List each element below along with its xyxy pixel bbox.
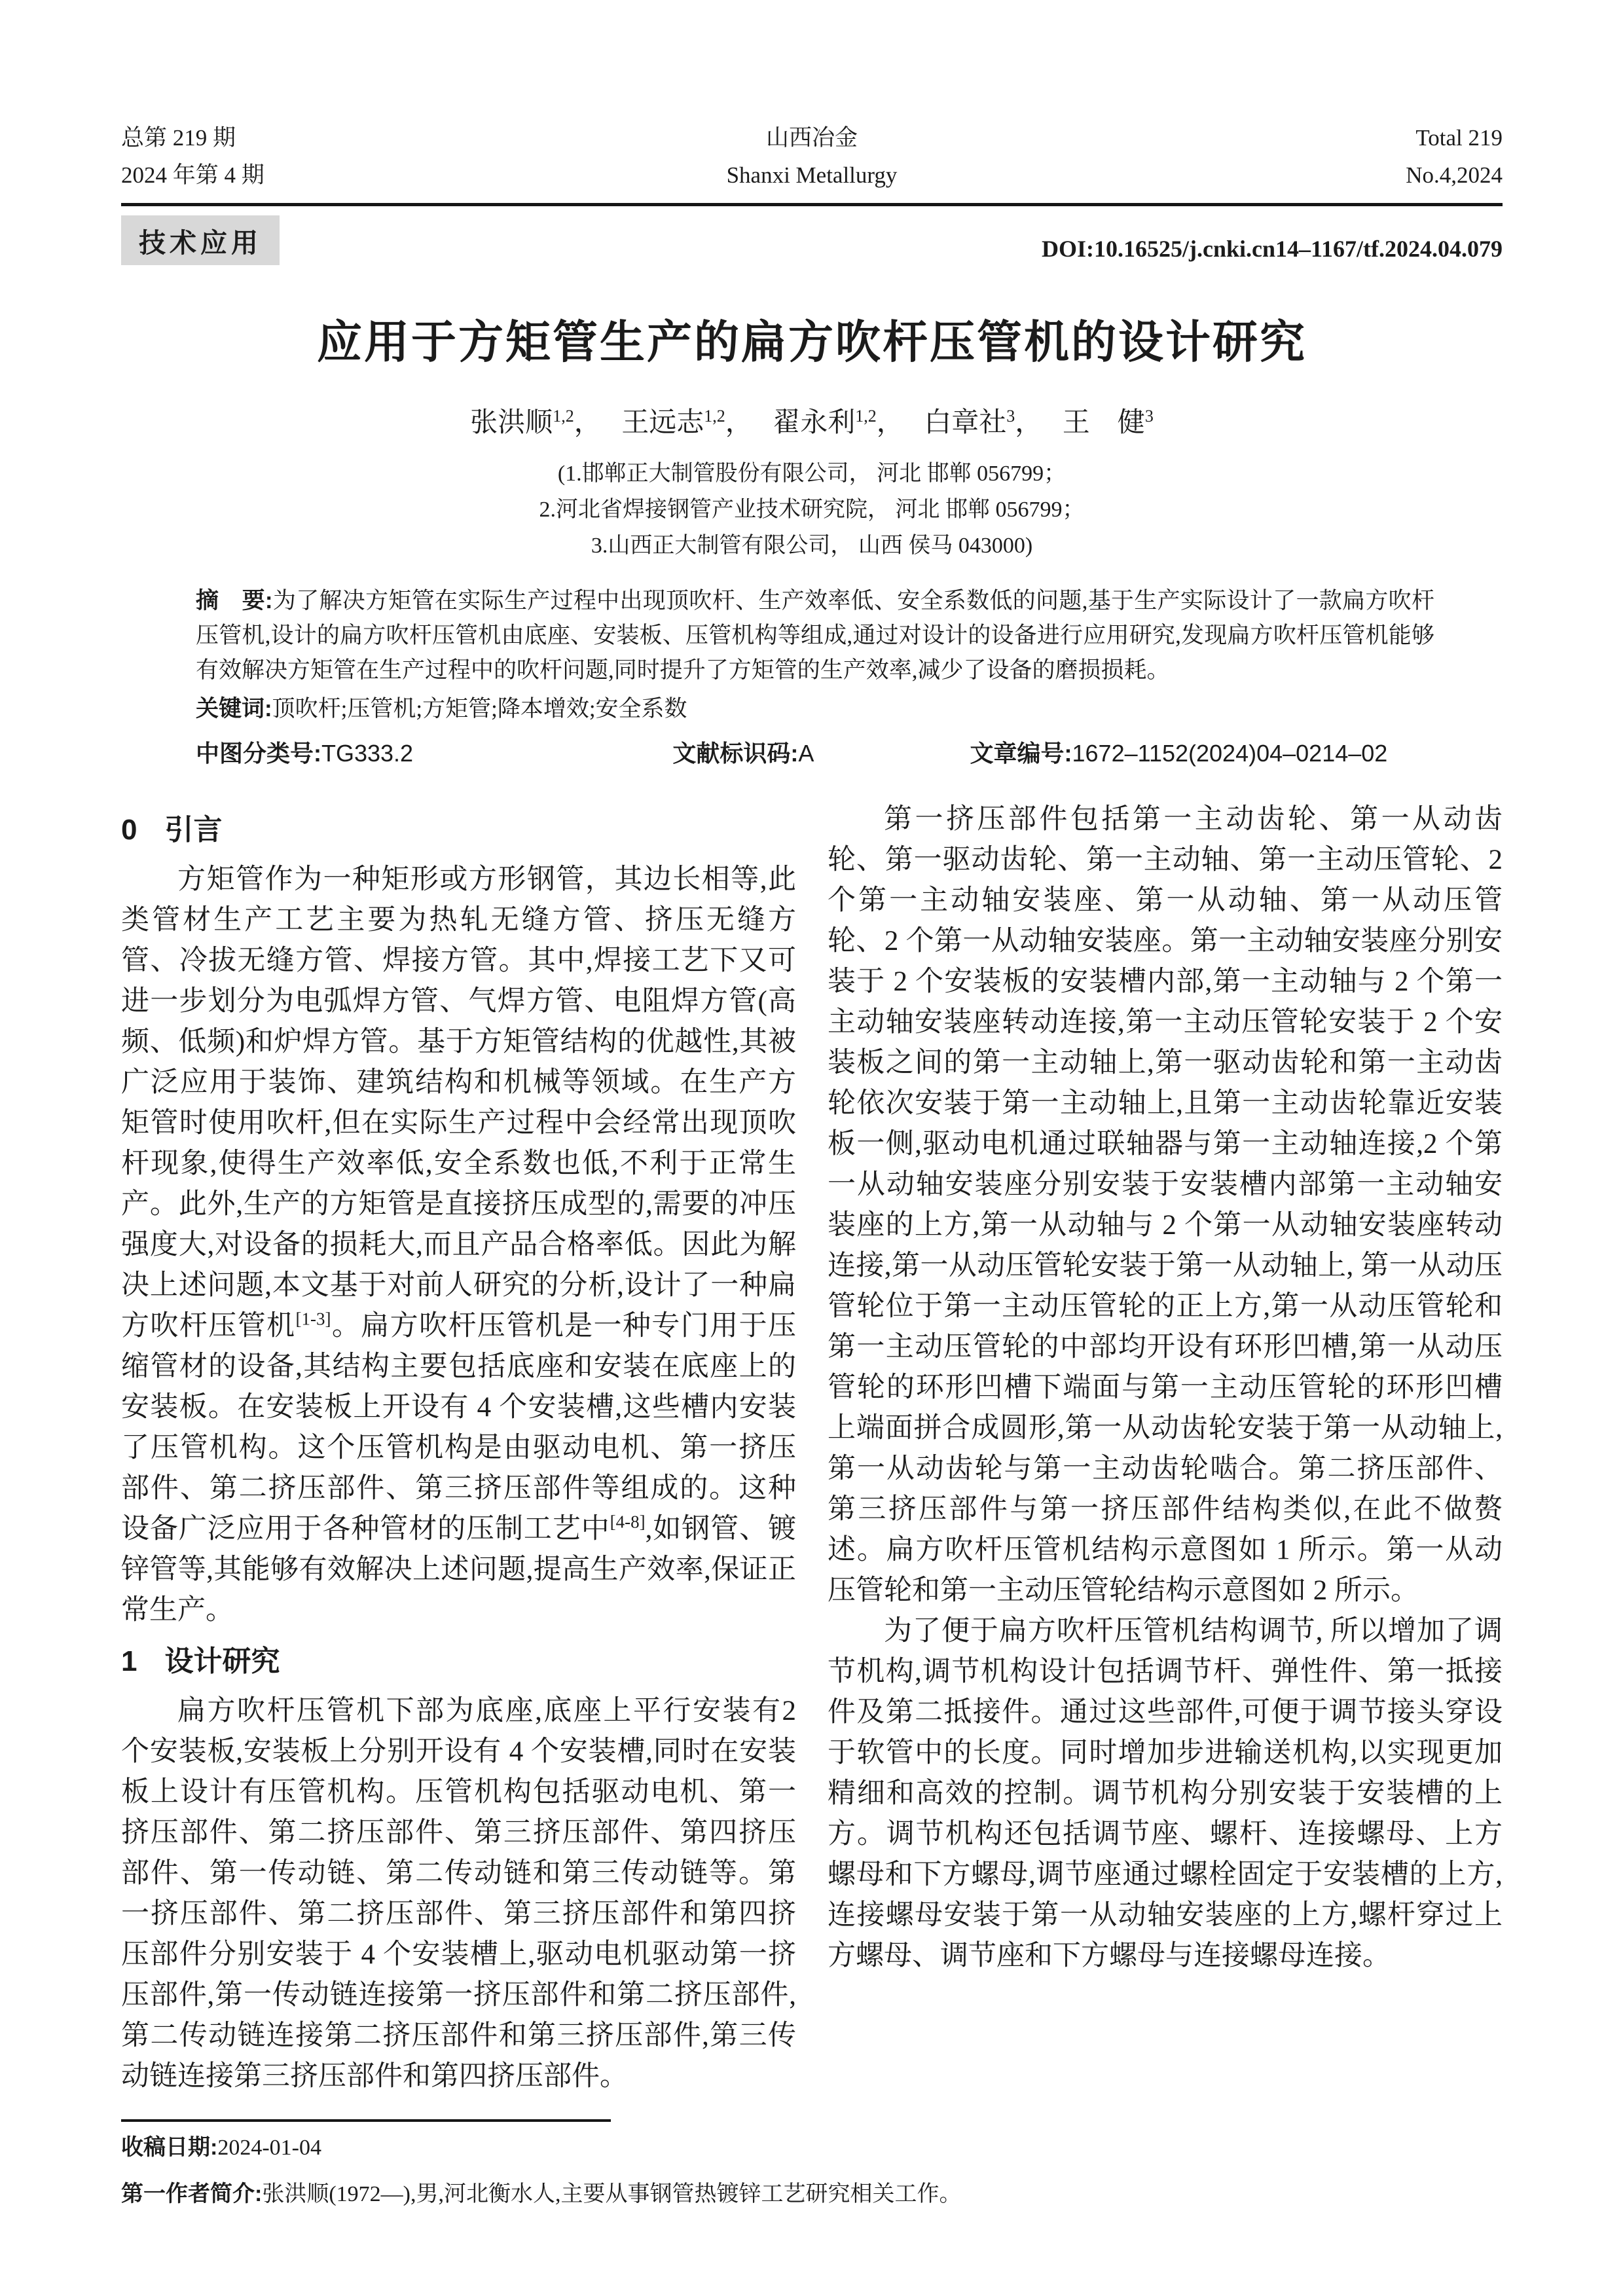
running-head bbox=[121, 119, 1503, 194]
running-head-left bbox=[121, 119, 396, 194]
received-date-label: 收稿日期: bbox=[121, 2135, 218, 2160]
section-badge: 技术应用 bbox=[121, 215, 280, 265]
footnote-rule bbox=[121, 2119, 611, 2122]
first-author-bio-text: 张洪顺(1972—),男,河北衡水人,主要从事钢管热镀锌工艺研究相关工作。 bbox=[262, 2182, 962, 2206]
design-paragraph: 扁方吹杆压管机下部为底座,底座上平行安装有2 个安装板,安装板上分别开设有 4 个安装槽,同时在安装板上设计有压管机构。压管机构包括驱动电机、第一挤压部件、第二挤压部件、第三挤压部件、第四挤压部件、第一传动链、第二传动链和第三传动链等。第一挤压部件、第二挤压部件、第三挤压部件和第四挤压部件分别安装于 4 个安装槽上,驱动电机驱动第一挤压部件,第一传动链连接第一挤压部件和第二挤压部件, 第二传动链连接第二挤压部件和第三挤压部件,第三传动链连接第三挤压部件和第四挤压部件。 bbox=[121, 1696, 796, 2092]
author: 王远志$^{1,2}$， bbox=[621, 407, 753, 438]
running-head-right bbox=[1228, 119, 1503, 194]
keywords-text: 顶吹杆;压管机;方矩管;降本增效;安全系数 bbox=[272, 696, 687, 721]
journal-name-cn: 山西冶金 bbox=[765, 125, 858, 151]
footnote-block bbox=[121, 2119, 1503, 2215]
abstract-text: 为了解决方矩管在实际生产过程中出现顶吹杆、生产效率低、安全系数低的问题,基于生产实际设计了一款扁方吹杆压管机,设计的扁方吹杆压管机由底座、安装板、压管机构等组成,通过对设计的设备进行应用研究,发现扁方吹杆压管机能够有效解决方矩管在生产过程中的吹杆问题,同时提升了方矩管的生产效率,减少了设备的磨损损耗。 bbox=[196, 588, 1434, 683]
abstract-block bbox=[196, 583, 1434, 687]
article-id: 文章编号:1672–1152(2024)04–0214–02 bbox=[970, 740, 1388, 767]
affiliation-line: (1.邯郸正大制管股份有限公司， 河北 邯郸 056799； bbox=[557, 462, 1067, 486]
badge-row bbox=[121, 213, 1503, 265]
affiliation-block bbox=[121, 456, 1503, 564]
classification-line bbox=[196, 735, 1434, 772]
doi-text: DOI:10.16525/j.cnki.cn14–1167/tf.2024.04.079 bbox=[1041, 236, 1503, 262]
issue-total-cn: 总第 219 期 bbox=[121, 125, 236, 151]
section-heading-design: 1 设计研究 bbox=[121, 1645, 280, 1677]
right-column bbox=[828, 799, 1503, 2097]
document-code: 文献标识码:A bbox=[672, 740, 814, 767]
abstract-label: 摘 要: bbox=[196, 588, 273, 613]
clc-number: 中图分类号:TG333.2 bbox=[196, 740, 414, 767]
author: 王 健$^3$ bbox=[1062, 407, 1154, 438]
affiliation-line: 3.山西正大制管有限公司， 山西 侯马 043000) bbox=[591, 534, 1033, 558]
journal-name-en: Shanxi Metallurgy bbox=[726, 162, 898, 188]
body-columns bbox=[121, 799, 1503, 2097]
author-line bbox=[121, 401, 1503, 440]
intro-paragraph: 方矩管作为一种矩形或方形钢管，其边长相等,此类管材生产工艺主要为热轧无缝方管、挤压无缝方管、冷拔无缝方管、焊接方管。其中,焊接工艺下又可进一步划分为电弧焊方管、气焊方管、电阻焊方管(高频、低频)和炉焊方管。基于方矩管结构的优越性,其被广泛应用于装饰、建筑结构和机械等领域。在生产方矩管时使用吹杆,但在实际生产过程中会经常出现顶吹杆现象,使得生产效率低,安全系数也低,不利于正常生产。此外,生产的方矩管是直接挤压成型的,需要的冲压强度大,对设备的损耗大,而且产品合格率低。因此为解决上述问题,本文基于对前人研究的分析,设计了一种扁方吹杆压管机[1-3]。扁方吹杆压管机是一种专门用于压缩管材的设备,其结构主要包括底座和安装在底座上的安装板。在安装板上开设有 4 个安装槽,这些槽内安装了压管机构。这个压管机构是由驱动电机、第一挤压部件、第二挤压部件、第三挤压部件等组成的。这种设备广泛应用于各种管材的压制工艺中[4-8],如钢管、镀锌管等,其能够有效解决上述问题,提高生产效率,保证正常生产。 bbox=[121, 864, 797, 1626]
affiliation-line: 2.河北省焊接钢管产业技术研究院， 河北 邯郸 056799； bbox=[539, 498, 1085, 522]
article-title: 应用于方矩管生产的扁方吹杆压管机的设计研究 bbox=[317, 317, 1307, 367]
issue-total-en: Total 219 bbox=[1415, 125, 1503, 151]
first-author-bio-label: 第一作者简介: bbox=[121, 2181, 263, 2206]
author-affil-sup: 1,2 bbox=[855, 407, 877, 426]
author: 白章社$^3$， bbox=[924, 407, 1043, 438]
running-head-center bbox=[727, 119, 898, 194]
first-author-bio-line bbox=[121, 2174, 1503, 2215]
first-extrusion-paragraph: 第一挤压部件包括第一主动齿轮、第一从动齿轮、第一驱动齿轮、第一主动轴、第一主动压管轮、2个第一主动轴安装座、第一从动轴、第一从动压管轮、2 个第一从动轴安装座。第一主动轴安装座分别安装于 2 个安装板的安装槽内部,第一主动轴与 2 个第一主动轴安装座转动连接,第一主动压管轮安装于 2 个安装板之间的第一主动轴上,第一驱动齿轮和第一主动齿轮依次安装于第一主动轴上,且第一主动齿轮靠近安装板一侧,驱动电机通过联轴器与第一主动轴连接,2 个第一从动轴安装座分别安装于安装槽内部第一主动轴安装座的上方,第一从动轴与 2 个第一从动轴安装座转动连接,第一从动压管轮安装于第一从动轴上, 第一从动压管轮位于第一主动压管轮的正上方,第一从动压管轮和第一主动压管轮的中部均开设有环形凹槽,第一从动压管轮的环形凹槽下端面与第一主动压管轮的环形凹槽上端面拼合成圆形,第一从动齿轮安装于第一从动轴上,第一从动齿轮与第一主动齿轮啮合。第二挤压部件、第三挤压部件与第一挤压部件结构类似,在此不做赘述。扁方吹杆压管机结构示意图如 1 所示。第一从动压管轮和第一主动压管轮结构示意图如 2 所示。 bbox=[828, 804, 1503, 1606]
received-date-value: 2024-01-04 bbox=[217, 2136, 321, 2160]
keywords-label: 关键词: bbox=[196, 696, 272, 721]
received-date-line bbox=[121, 2127, 1503, 2168]
author-affil-sup: 1,2 bbox=[704, 407, 725, 426]
section-heading-intro: 0 引言 bbox=[121, 814, 223, 846]
issue-year-en: No.4,2024 bbox=[1406, 162, 1503, 188]
author: 张洪顺$^{1,2}$， bbox=[470, 407, 602, 438]
issue-year-cn: 2024 年第 4 期 bbox=[121, 162, 264, 188]
author-affil-sup: 1,2 bbox=[553, 407, 574, 426]
author: 翟永利$^{1,2}$， bbox=[773, 407, 904, 438]
header-rule bbox=[121, 203, 1503, 206]
keywords-line bbox=[196, 691, 1434, 726]
author-affil-sup: 3 bbox=[1006, 407, 1015, 426]
adjustment-paragraph: 为了便于扁方吹杆压管机结构调节, 所以增加了调节机构,调节机构设计包括调节杆、弹性件、第一抵接件及第二抵接件。通过这些部件,可便于调节接头穿设于软管中的长度。同时增加步进输送机构,以实现更加精细和高效的控制。调节机构分别安装于安装槽的上方。调节机构还包括调节座、螺杆、连接螺母、上方螺母和下方螺母,调节座通过螺栓固定于安装槽的上方,连接螺母安装于第一从动轴安装座的上方,螺杆穿过上方螺母、调节座和下方螺母与连接螺母连接。 bbox=[828, 1616, 1503, 1971]
author-affil-sup: 3 bbox=[1144, 407, 1154, 426]
left-column bbox=[121, 799, 796, 2097]
